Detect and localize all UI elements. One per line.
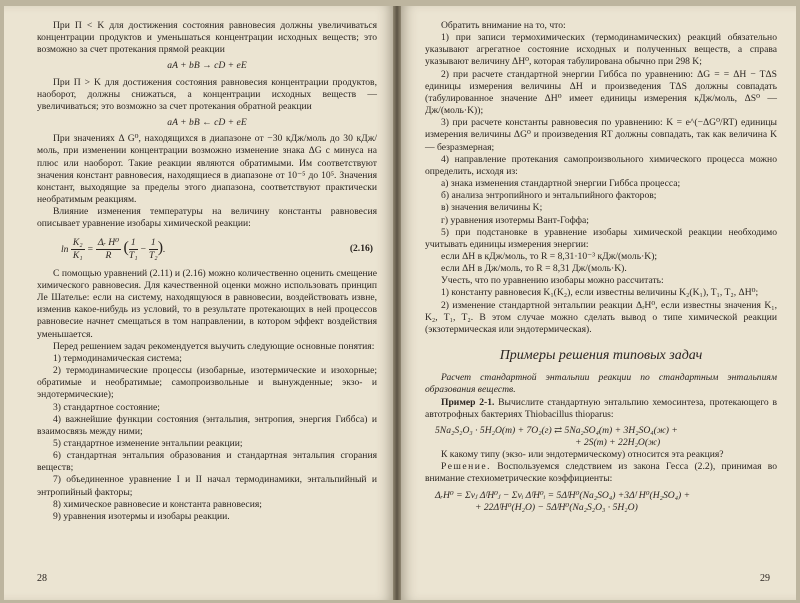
example-paragraph — [425, 397, 777, 421]
paragraph: Влияние изменения температуры на величину константы равновесия описывает уравнение изобары химической реакции: — [37, 206, 377, 230]
solution-label: Решение. — [441, 461, 492, 473]
list-item: 2) изменение стандартной энтальпии реакции ΔᵣH⁰, если известны значения K₁, K₂, T₁, T₂. В этом случае можно сделать вывод о типе химической реакции (экзотермическая или эндотермическая). — [425, 299, 777, 335]
left-page — [4, 6, 393, 600]
task-heading: Расчет стандартной энтальпии реакции по стандартным энтальпиям образования веществ. — [425, 372, 777, 396]
formula-t2: T₂ — [148, 249, 158, 261]
formula-one: 1 — [129, 237, 138, 250]
formula-ln: ln — [61, 243, 69, 255]
formula-minus: − — [140, 243, 147, 255]
right-page — [401, 6, 796, 600]
example-text: Вычислите стандартную энтальпию хемосинтеза, протекающего в автотрофных бактериях Thiobacillus thioparus: — [425, 396, 777, 420]
paragraph: С помощью уравнений (2.11) и (2.16) можно количественно оценить смещение химического равновесия. Для качественной оценки можно использовать принцип Ле Шателье: если на систему, находящуюся в равновесии, воздействовать извне, изменив какое-нибудь из условий, то в результате протекающих в ней процессов равновесие начнет смещаться в том направлении, в котором эффект воздействия уменьшается. — [37, 267, 377, 340]
unit-line: если ΔH в кДж/моль, то R = 8,31·10⁻³ кДж/(моль·K); — [441, 250, 658, 262]
reaction-line: + 2S(т) + 22H₂O(ж) — [575, 437, 661, 448]
formula-one: 1 — [149, 237, 158, 250]
paragraph: При П < K для достижения состояния равновесия должны увеличиваться концентрации продуктов и уменьшаться концентрации исходных веществ; это возможно за счет протекания прямой реакции — [37, 20, 377, 56]
list-item: 5) стандартное изменение энтальпии реакции; — [53, 438, 243, 449]
isobar-equation — [61, 237, 377, 262]
fraction-t2 — [149, 237, 158, 262]
page-number: 28 — [37, 573, 47, 584]
fraction-dh — [96, 237, 121, 262]
page-number: 29 — [760, 573, 770, 584]
left-page-text — [37, 20, 377, 523]
list-item: 8) химическое равновесие и константа равновесия; — [53, 498, 262, 510]
unit-line: если ΔH в Дж/моль, то R = 8,31 Дж/(моль·K). — [441, 263, 627, 275]
equation-forward: aA + bB → cD + eE — [167, 60, 247, 72]
paragraph: 2) при расчете стандартной энергии Гиббса по уравнению: ΔG = = ΔH − TΔS единицы измерения величины ΔH и произведения TΔS должны совпадать (табулированное значение ΔH⁰ имеет единицы измерения кДж/моль, ΔS⁰ — Дж/(моль·K)); — [425, 68, 777, 117]
list-item: 1) константу равновесия K₁(K₂), если известны величины K₂(K₁), T₁, T₂, ΔH⁰; — [441, 287, 759, 299]
question: К какому типу (экзо- или эндотермическому) относится эта реакция? — [441, 449, 724, 461]
section-title: Примеры решения типовых задач — [499, 348, 703, 364]
list-item: 1) термодинамическая система; — [53, 352, 182, 364]
formula-k2: K₂ — [71, 237, 85, 250]
example-label: Пример 2-1. — [441, 396, 495, 408]
list-item: 6) стандартная энтальпия образования и стандартная энтальпия сгорания веществ; — [37, 450, 377, 474]
list-item: 7) объединенное уравнение I и II начал термодинамики, энтальпийный и энтропийный факторы; — [37, 474, 377, 498]
paragraph: Учесть, что по уравнению изобары можно рассчитать: — [441, 275, 664, 287]
list-item: 4) важнейшие функции состояния (энтальпия, энтропия, энергия Гиббса) и взаимосвязь между ними; — [37, 413, 377, 437]
formula-r: R — [105, 249, 112, 261]
list-item: а) знака изменения стандартной энергии Гиббса процесса; — [441, 178, 681, 190]
calculation-line: + 22ΔᶠH⁰(H₂O) − 5ΔᶠH⁰(Na₂S₂O₃ · 5H₂O) — [475, 501, 638, 513]
list-item: г) уравнения изотермы Вант-Гоффа; — [441, 214, 589, 226]
book-gutter — [393, 6, 401, 600]
solution-text: Воспользуемся следствием из закона Гесса (2.2), принимая во внимание стехиометрические коэффициенты: — [425, 461, 777, 485]
paragraph: 1) при записи термохимических (термодинамических) реакций обязательно указывают агрегатное состояние исходных и полученных веществ, а справа указывают величину ΔH⁰, которая табулирована обычно при 298 K; — [425, 32, 777, 68]
fraction-k — [71, 237, 85, 262]
paragraph: Обратить внимание на то, что: — [441, 20, 566, 31]
paragraph: При значениях Δ G⁰, находящихся в диапазоне от −30 кДж/моль до 30 кДж/моль, при изменении концентрации возможно изменение знака ΔG с минуса на плюс или наоборот. Такие реакции являются обратимыми. Им соответствуют значения констант равновесия, находящиеся в диапазоне от 10⁻⁵ до 10⁵. Значения констант, выходящие за пределы этого диапазона, соответствуют практически необратимым реакциям. — [37, 133, 377, 206]
formula-k1: K₁ — [72, 249, 83, 261]
formula-t1: T₁ — [128, 249, 138, 261]
equation-reverse: aA + bB ← cD + eE — [167, 117, 247, 129]
fraction-t1 — [129, 237, 138, 262]
list-item: б) анализа энтропийного и энтальпийного факторов; — [441, 190, 657, 202]
calculation-line: ΔᵣH⁰ = Σνⱼ ΔᶠH⁰ⱼ − Σνᵢ ΔᶠH⁰ᵢ = 5ΔᶠH⁰(Na₂SO₄) +3Δᶠ H⁰(H₂SO₄) + — [435, 489, 691, 501]
paragraph: 3) при расчете константы равновесия по уравнению: K = e^(−ΔG⁰/RT) единицы измерения величины ΔG⁰ и произведения RT должны совпадать, так как величина K — безразмерная; — [425, 117, 777, 153]
isobar-formula: ln $\frac{\text{K₂}}{\text{K₁}}$ = $\frac{\text{Δᵣ H⁰}}{R}$ ( $\frac{1}{\text{T₁}}$ − $\frac{1}{\text{T₂}}$ ). — [61, 236, 166, 261]
equation-number: (2.16) — [349, 243, 373, 255]
paragraph: 4) направление протекания самопроизвольного химического процесса можно определить, исходя из: — [425, 153, 777, 177]
reaction-line: 5Na₂S₂O₃ · 5H₂O(т) + 7O₂(г) ⇄ 5Na₂SO₄(т) + 3H₂SO₄(ж) + — [435, 424, 678, 436]
solution-paragraph — [425, 461, 777, 485]
list-item: 9) уравнения изотермы и изобары реакции. — [53, 510, 230, 522]
formula-equals: = — [87, 243, 94, 255]
list-item: в) значения величины K; — [441, 202, 543, 214]
list-item: 2) термодинамические процессы (изобарные, изотермические и изохорные; обратимые и необратимые; самопроизвольные и вынужденные; экзо- и эндотермические); — [37, 365, 377, 401]
paragraph: При П > K для достижения состояния равновесия концентрации продуктов, наоборот, должны снижаться, а концентрации исходных веществ — увеличиваться; это возможно за счет протекания обратной реакции — [37, 76, 377, 112]
list-item: 3) стандартное состояние; — [53, 401, 160, 413]
formula-dh: Δᵣ H⁰ — [96, 237, 121, 250]
paragraph: Перед решением задач рекомендуется выучить следующие основные понятия: — [53, 340, 375, 352]
right-page-text — [425, 20, 777, 514]
paragraph: 5) при подстановке в уравнение изобары химической реакции необходимо учитывать единицы измерения энергии: — [425, 226, 777, 250]
